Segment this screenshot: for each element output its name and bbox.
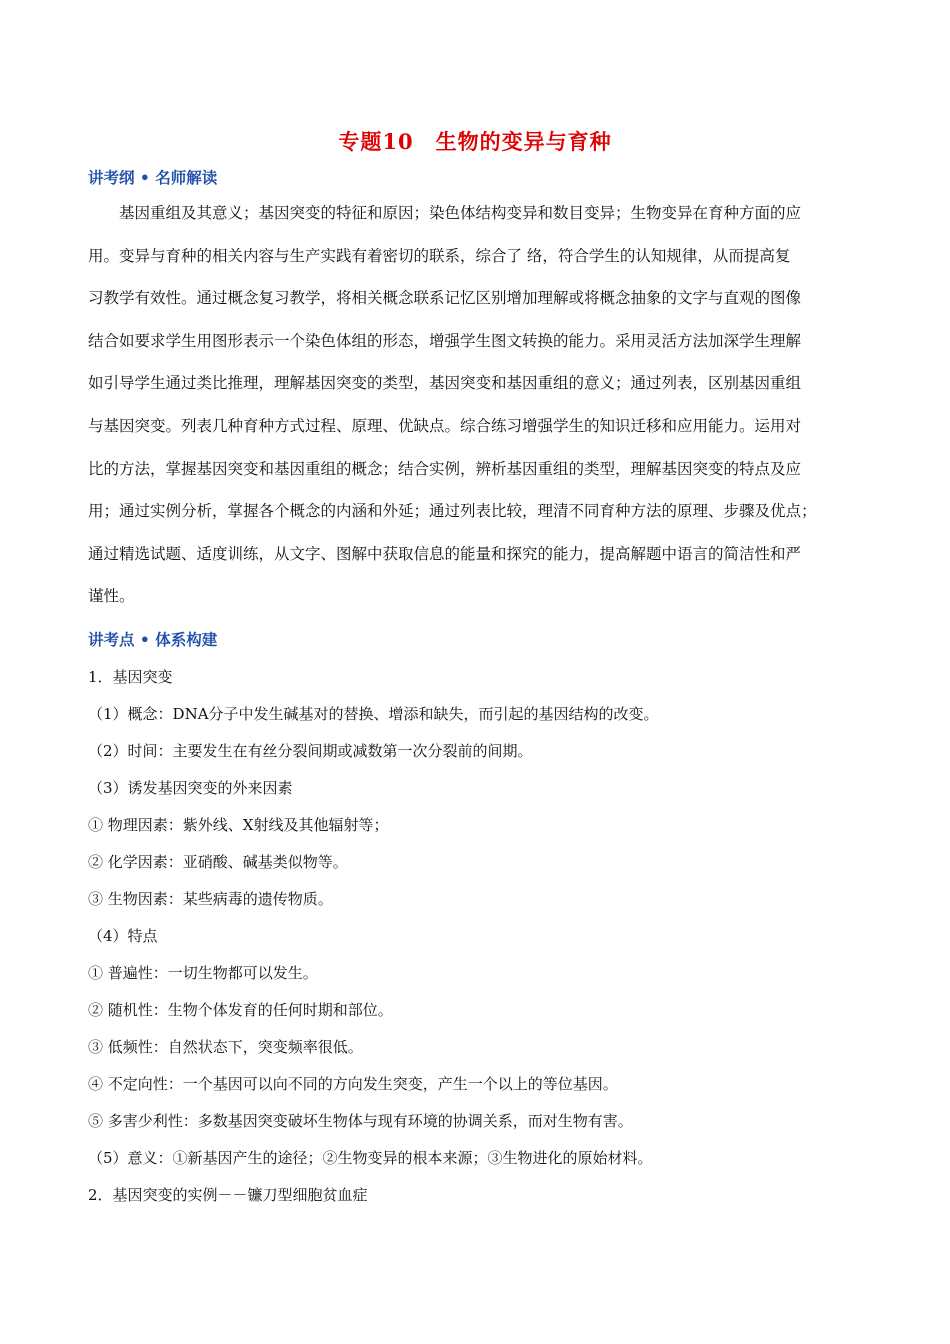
paragraph-line: 通过精选试题、适度训练，从文字、图解中获取信息的能量和探究的能力，提高解题中语言的简洁性和严 <box>88 544 802 563</box>
list-item: （1）概念：DNA分子中发生碱基对的替换、增添和缺失，而引起的基因结构的改变。 <box>88 705 659 723</box>
list-item: （2）时间：主要发生在有丝分裂间期或减数第一次分裂前的间期。 <box>88 742 533 760</box>
list-item: 1．基因突变 <box>88 668 173 686</box>
list-item: ③ 低频性：自然状态下，突变频率很低。 <box>88 1038 363 1056</box>
list-item: ④ 不定向性：一个基因可以向不同的方向发生突变，产生一个以上的等位基因。 <box>88 1075 618 1093</box>
paragraph-line: 结合如要求学生用图形表示一个染色体组的形态，增强学生图文转换的能力。采用灵活方法加深学生理解 <box>88 331 802 350</box>
paragraph-line: 如引导学生通过类比推理，理解基因突变的类型，基因突变和基因重组的意义；通过列表，区别基因重组 <box>88 374 802 393</box>
list-item: ② 随机性：生物个体发育的任何时期和部位。 <box>88 1001 393 1019</box>
list-item: ③ 生物因素：某些病毒的遗传物质。 <box>88 890 333 908</box>
page-title: 专题10 生物的变异与育种 <box>338 129 612 154</box>
paragraph-line: 比的方法，掌握基因突变和基因重组的概念；结合实例，辨析基因重组的类型，理解基因突变的特点及应 <box>88 459 802 478</box>
syllabus-paragraph <box>88 198 868 624</box>
paragraph-line: 用。变异与育种的相关内容与生产实践有着密切的联系，综合了 络，符合学生的认知规律，从而提高复 <box>88 246 791 265</box>
list-item: ⑤ 多害少利性：多数基因突变破坏生物体与现有环境的协调关系，而对生物有害。 <box>88 1112 633 1130</box>
list-item: ② 化学因素：亚硝酸、碱基类似物等。 <box>88 853 348 871</box>
section-heading-knowledge: 讲考点 • 体系构建 <box>88 630 218 649</box>
paragraph-line: 与基因突变。列表几种育种方式过程、原理、优缺点。综合练习增强学生的知识迁移和应用能力。运用对 <box>88 416 802 435</box>
list-item: ① 普遍性：一切生物都可以发生。 <box>88 964 318 982</box>
paragraph-line: 基因重组及其意义；基因突变的特征和原因；染色体结构变异和数目变异；生物变异在育种方面的应 <box>119 204 802 222</box>
section-heading-syllabus: 讲考纲 • 名师解读 <box>88 168 218 187</box>
list-item: （4）特点 <box>88 927 158 945</box>
list-item: ① 物理因素：紫外线、X射线及其他辐射等； <box>88 816 389 834</box>
list-item: （5）意义：①新基因产生的途径；②生物变异的根本来源；③生物进化的原始材料。 <box>88 1149 653 1167</box>
paragraph-line: 谨性。 <box>88 587 135 606</box>
list-item: 2．基因突变的实例－－镰刀型细胞贫血症 <box>88 1186 368 1204</box>
paragraph-line: 习教学有效性。通过概念复习教学，将相关概念联系记忆区别增加理解或将概念抽象的文字与直观的图像 <box>88 289 802 308</box>
paragraph-line: 用；通过实例分析，掌握各个概念的内涵和外延；通过列表比较，理清不同育种方法的原理、步骤及优点； <box>88 502 817 521</box>
list-item: （3）诱发基因突变的外来因素 <box>88 779 293 797</box>
